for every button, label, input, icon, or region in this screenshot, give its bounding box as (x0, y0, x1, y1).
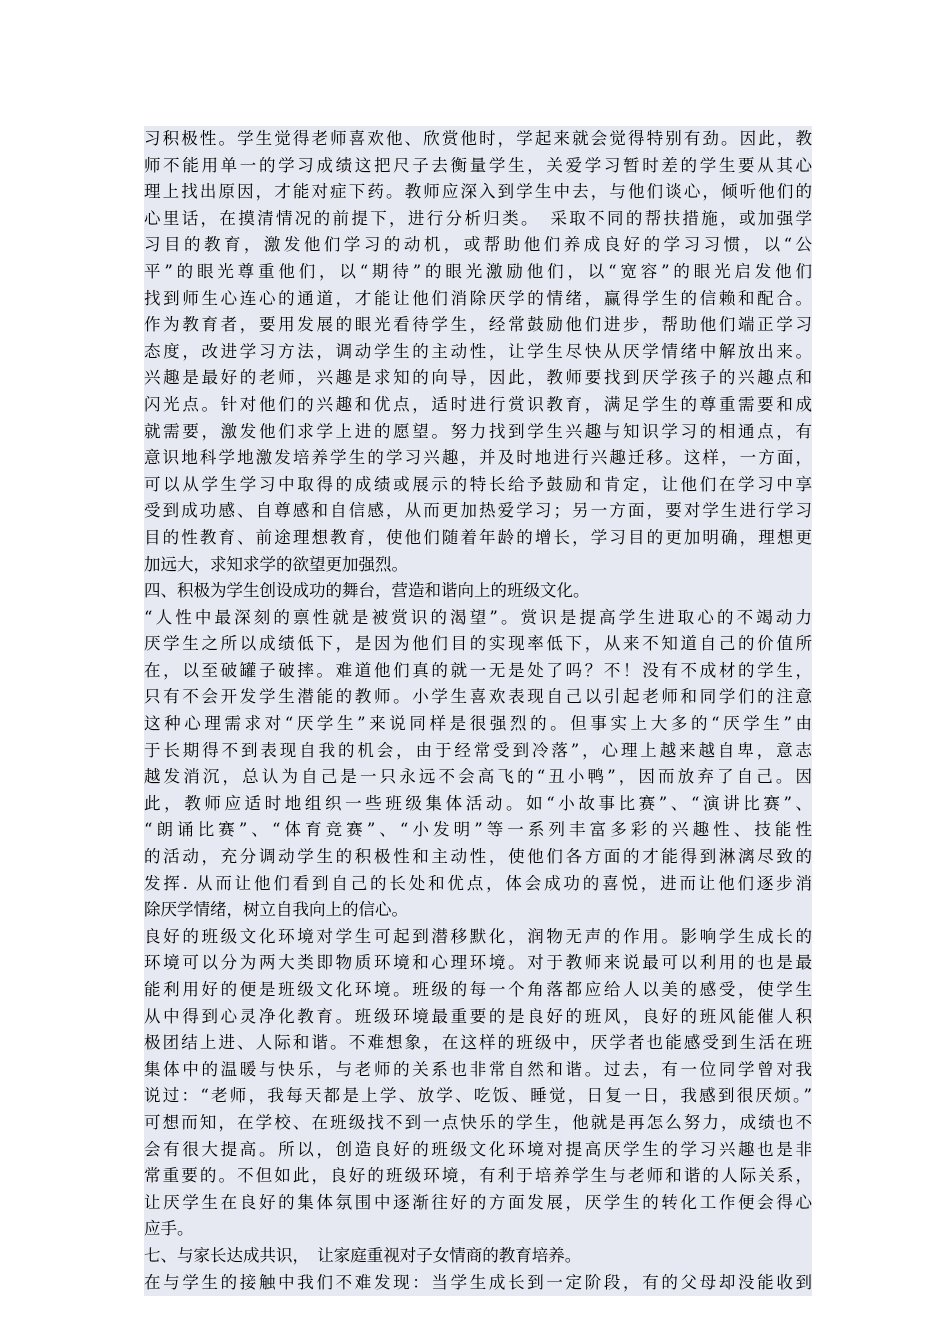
text-line: 加远大，求知求学的欲望更加强烈。 (144, 552, 812, 579)
text-line: “朗诵比赛”、“体育竞赛”、“小发明”等一系列丰富多彩的兴趣性、技能性 (144, 817, 812, 844)
text-line: “人性中最深刻的禀性就是被赏识的渴望”。赏识是提高学生进取心的不竭动力 (144, 605, 812, 632)
text-line: 习目的教育，激发他们学习的动机，或帮助他们养成良好的学习习惯，以“公 (144, 232, 812, 259)
text-line: 意识地科学地激发培养学生的学习兴趣，并及时地进行兴趣迁移。这样，一方面， (144, 445, 812, 472)
text-line: 从中得到心灵净化教育。班级环境最重要的是良好的班风，良好的班风能催人积 (144, 1004, 812, 1031)
text-line: 良好的班级文化环境对学生可起到潜移默化，润物无声的作用。影响学生成长的 (144, 924, 812, 951)
text-line: 发挥. 从而让他们看到自己的长处和优点，体会成功的喜悦，进而让他们逐步消 (144, 871, 812, 898)
text-line: 可以从学生学习中取得的成绩或展示的特长给予鼓励和肯定，让他们在学习中享 (144, 472, 812, 499)
text-line: 四、积极为学生创设成功的舞台，营造和谐向上的班级文化。 (144, 578, 812, 605)
text-line: 在与学生的接触中我们不难发现：当学生成长到一定阶段，有的父母却没能收到 (144, 1270, 812, 1297)
text-line: 闪光点。针对他们的兴趣和优点，适时进行赏识教育，满足学生的尊重需要和成 (144, 392, 812, 419)
text-line: 只有不会开发学生潜能的教师。小学生喜欢表现自己以引起老师和同学们的注意 (144, 684, 812, 711)
text-line: 除厌学情绪，树立自我向上的信心。 (144, 897, 812, 924)
document-body (144, 126, 812, 1296)
text-line: 会有很大提高。所以，创造良好的班级文化环境对提高厌学生的学习兴趣也是非 (144, 1137, 812, 1164)
text-line: 就需要，激发他们求学上进的愿望。努力找到学生兴趣与知识学习的相通点，有 (144, 419, 812, 446)
text-line: 能利用好的便是班级文化环境。班级的每一个角落都应给人以美的感受，使学生 (144, 977, 812, 1004)
text-line: 师不能用单一的学习成绩这把尺子去衡量学生，关爱学习暂时差的学生要从其心 (144, 153, 812, 180)
text-line: 作为教育者，要用发展的眼光看待学生，经常鼓励他们进步，帮助他们端正学习 (144, 312, 812, 339)
text-line: 极团结上进、人际和谐。不难想象，在这样的班级中，厌学者也能感受到生活在班 (144, 1030, 812, 1057)
text-line: 越发消沉，总认为自己是一只永远不会高飞的“丑小鸭”，因而放弃了自己。因 (144, 764, 812, 791)
text-line: 的活动，充分调动学生的积极性和主动性，使他们各方面的才能得到淋漓尽致的 (144, 844, 812, 871)
text-line: 七、与家长达成共识， 让家庭重视对子女情商的教育培养。 (144, 1243, 812, 1270)
text-line: 厌学生之所以成绩低下，是因为他们目的实现率低下，从来不知道自己的价值所 (144, 631, 812, 658)
text-line: 在，以至破罐子破摔。难道他们真的就一无是处了吗？不！没有不成材的学生， (144, 658, 812, 685)
text-line: 常重要的。不但如此，良好的班级环境，有利于培养学生与老师和谐的人际关系， (144, 1163, 812, 1190)
text-line: 受到成功感、自尊感和自信感，从而更加热爱学习；另一方面，要对学生进行学习 (144, 498, 812, 525)
text-line: 可想而知，在学校、在班级找不到一点快乐的学生，他就是再怎么努力，成绩也不 (144, 1110, 812, 1137)
text-line: 找到师生心连心的通道，才能让他们消除厌学的情绪，赢得学生的信赖和配合。 (144, 286, 812, 313)
text-line: 习积极性。学生觉得老师喜欢他、欣赏他时，学起来就会觉得特别有劲。因此，教 (144, 126, 812, 153)
text-line: 集体中的温暖与快乐，与老师的关系也非常自然和谐。过去，有一位同学曾对我 (144, 1057, 812, 1084)
text-line: 目的性教育、前途理想教育，使他们随着年龄的增长，学习目的更加明确，理想更 (144, 525, 812, 552)
text-line: 让厌学生在良好的集体氛围中逐渐往好的方面发展，厌学生的转化工作便会得心 (144, 1190, 812, 1217)
text-line: 此，教师应适时地组织一些班级集体活动。如“小故事比赛”、“演讲比赛”、 (144, 791, 812, 818)
text-line: 心里话，在摸清情况的前提下，进行分析归类。 采取不同的帮扶措施，或加强学 (144, 206, 812, 233)
text-line: 平”的眼光尊重他们，以“期待”的眼光激励他们，以“宽容”的眼光启发他们 (144, 259, 812, 286)
text-line: 说过：“老师，我每天都是上学、放学、吃饭、睡觉，日复一日，我感到很厌烦。” (144, 1083, 812, 1110)
text-line: 理上找出原因，才能对症下药。教师应深入到学生中去，与他们谈心，倾听他们的 (144, 179, 812, 206)
text-line: 这种心理需求对“厌学生”来说同样是很强烈的。但事实上大多的“厌学生”由 (144, 711, 812, 738)
text-line: 兴趣是最好的老师，兴趣是求知的向导，因此，教师要找到厌学孩子的兴趣点和 (144, 365, 812, 392)
text-line: 环境可以分为两大类即物质环境和心理环境。对于教师来说最可以利用的也是最 (144, 950, 812, 977)
text-line: 于长期得不到表现自我的机会，由于经常受到冷落”，心理上越来越自卑，意志 (144, 738, 812, 765)
text-line: 应手。 (144, 1216, 812, 1243)
text-line: 态度，改进学习方法，调动学生的主动性，让学生尽快从厌学情绪中解放出来。 (144, 339, 812, 366)
